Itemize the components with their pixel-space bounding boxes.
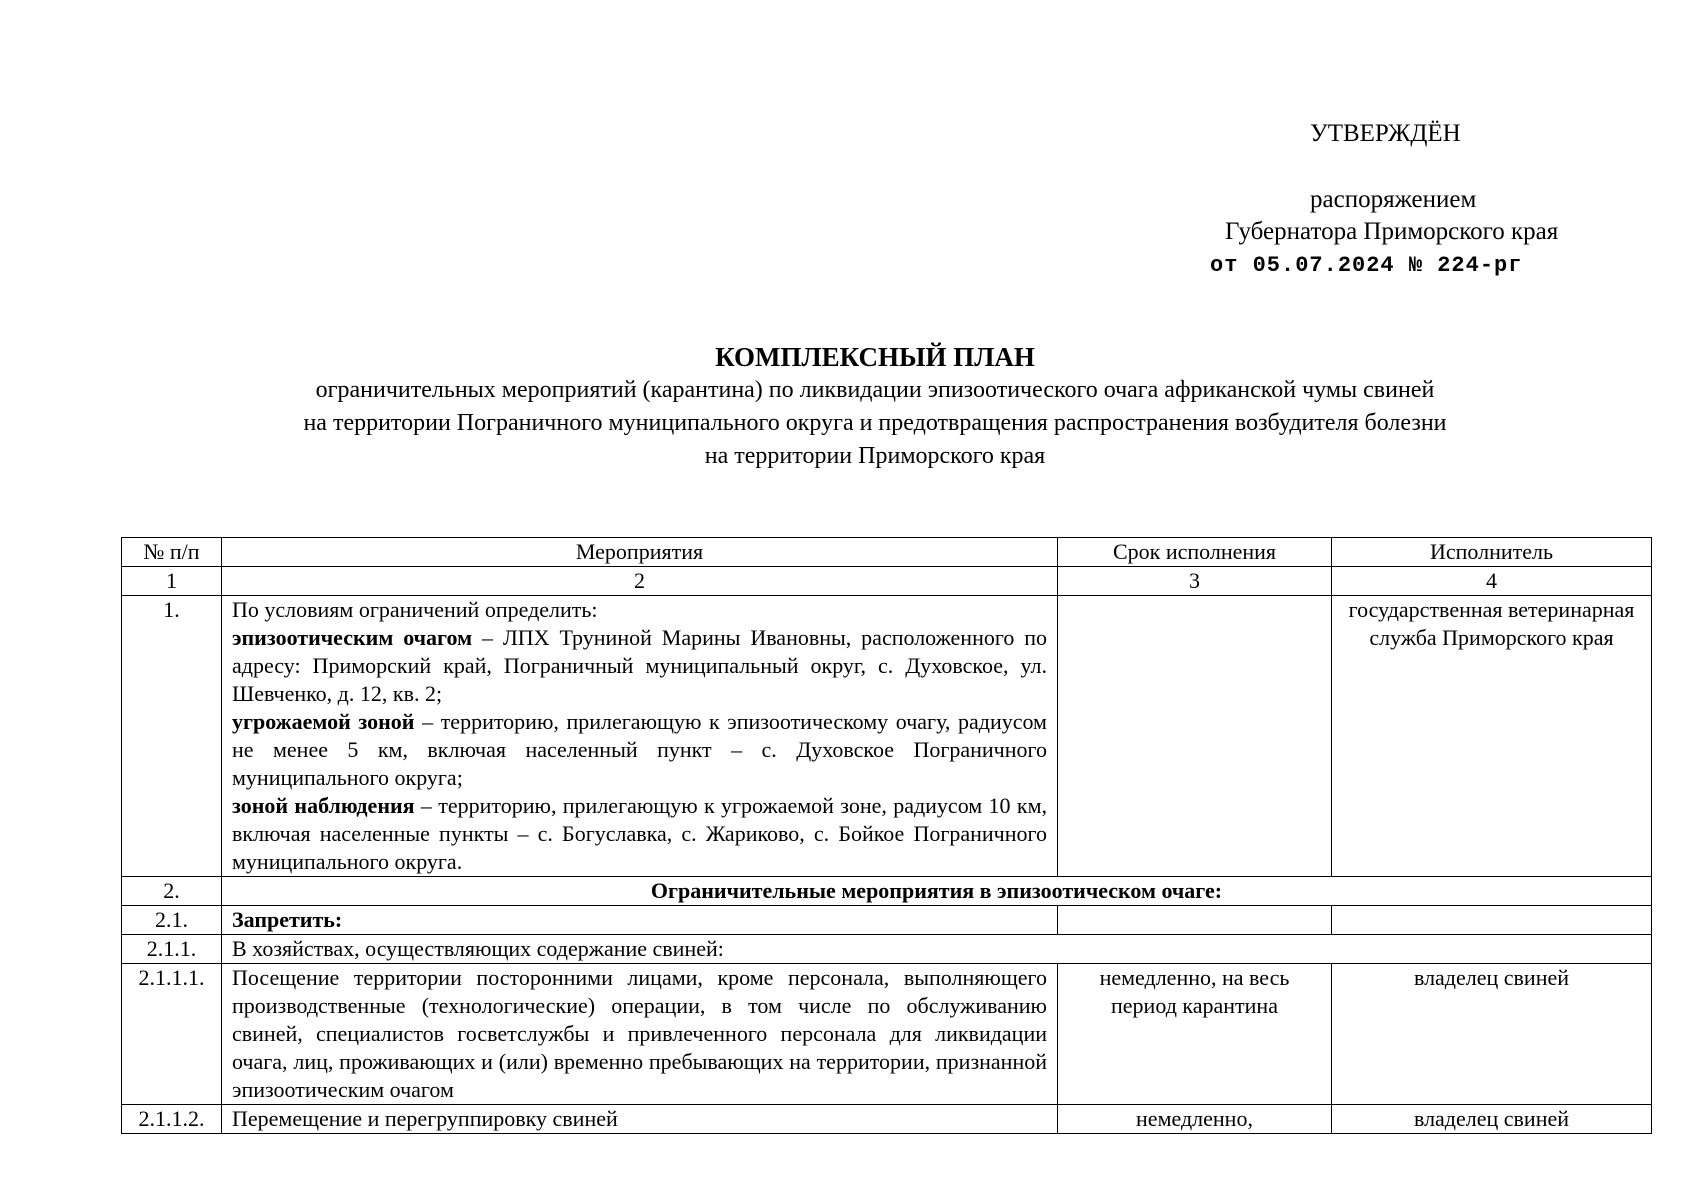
row-term [1058, 906, 1332, 935]
row-text [222, 906, 1058, 935]
term-observation-zone-text: – территорию, прилегающую к угрожаемой зоне, радиусом 10 км, включая населенные пункты – с. Богуславка, с. Жариково, с. Бойкое Пограничного муниципального округа. [232, 793, 1047, 874]
term-threat-zone-text: – территорию, прилегающую к эпизоотическому очагу, радиусом не менее 5 км, включая населенный пункт – с. Духовское Пограничного муниципального округа; [232, 709, 1047, 790]
row-number: 2.1.1. [122, 935, 222, 964]
table-row [122, 964, 1652, 1105]
row-text-bold: Запретить: [232, 907, 343, 932]
row-number: 2.1.1.2. [122, 1105, 222, 1134]
document-subtitle-2: на территории Пограничного муниципального округа и предотвращения распространения возбудителя болезни [303, 410, 1447, 436]
row-number: 2. [122, 877, 222, 906]
row-term: немедленно, на весь период карантина [1058, 964, 1332, 1105]
section-title-text: Ограничительные мероприятия в эпизоотическом очаге: [650, 878, 1223, 903]
row-number: 1. [122, 596, 222, 877]
table-row [122, 1105, 1652, 1134]
table-row [122, 596, 1652, 877]
term-focus: эпизоотическим очагом [232, 625, 473, 650]
column-number-3: 3 [1058, 567, 1332, 596]
section-title [222, 877, 1652, 906]
row-term: немедленно, [1058, 1105, 1332, 1134]
table-column-numbers-row [122, 567, 1652, 596]
column-number-4: 4 [1332, 567, 1652, 596]
document-title: КОМПЛЕКСНЫЙ ПЛАН [715, 342, 1035, 372]
row-executor: владелец свиней [1332, 964, 1652, 1105]
term-threat-zone: угрожаемой зоной [232, 709, 415, 734]
term-observation-zone: зоной наблюдения [232, 793, 415, 818]
row-number: 2.1. [122, 906, 222, 935]
row-executor: государственная ветеринарная служба Приморского края [1332, 596, 1652, 877]
row-intro: По условиям ограничений определить: [232, 597, 598, 622]
table-section-row [122, 877, 1652, 906]
table-row [122, 906, 1652, 935]
row-executor: владелец свиней [1332, 1105, 1652, 1134]
document-heading [120, 340, 1630, 473]
column-number-1: 1 [122, 567, 222, 596]
row-term [1058, 596, 1332, 877]
table-row [122, 935, 1652, 964]
column-number-2: 2 [222, 567, 1058, 596]
term-focus-text: – ЛПХ Труниной Марины Ивановны, расположенного по адресу: Приморский край, Пограничный муниципальный округ, с. Духовское, ул. Шевченко, д. 12, кв. 2; [232, 625, 1047, 706]
header-term: Срок исполнения [1058, 538, 1332, 567]
approval-governor: Губернатора Приморского края [1225, 218, 1559, 245]
row-number: 2.1.1.1. [122, 964, 222, 1105]
row-text [222, 596, 1058, 877]
header-executor: Исполнитель [1332, 538, 1652, 567]
document-subtitle-1: ограничительных мероприятий (карантина) по ликвидации эпизоотического очага африканской чумы свиней [315, 377, 1435, 403]
row-text: Перемещение и перегруппировку свиней [222, 1105, 1058, 1134]
table-header-row [122, 538, 1652, 567]
approval-order: распоряжением [1310, 186, 1477, 213]
approval-title: УТВЕРЖДЁН [1310, 120, 1461, 147]
header-number: № п/п [122, 538, 222, 567]
row-executor [1332, 906, 1652, 935]
row-text: В хозяйствах, осуществляющих содержание свиней: [222, 935, 1652, 964]
row-text: Посещение территории посторонними лицами, кроме персонала, выполняющего производственные (технологические) операции, в том числе по обслуживанию свиней, специалистов госветслужбы и привлеченного персонала для ликвидации очага, лиц, проживающих и (или) временно пребывающих на территории, признанной эпизоотическим очагом [222, 964, 1058, 1105]
document-subtitle-3: на территории Приморского края [704, 443, 1046, 469]
approval-date-number: от 05.07.2024 № 224-рг [1210, 253, 1523, 278]
header-measures: Мероприятия [222, 538, 1058, 567]
plan-table [121, 537, 1652, 1134]
